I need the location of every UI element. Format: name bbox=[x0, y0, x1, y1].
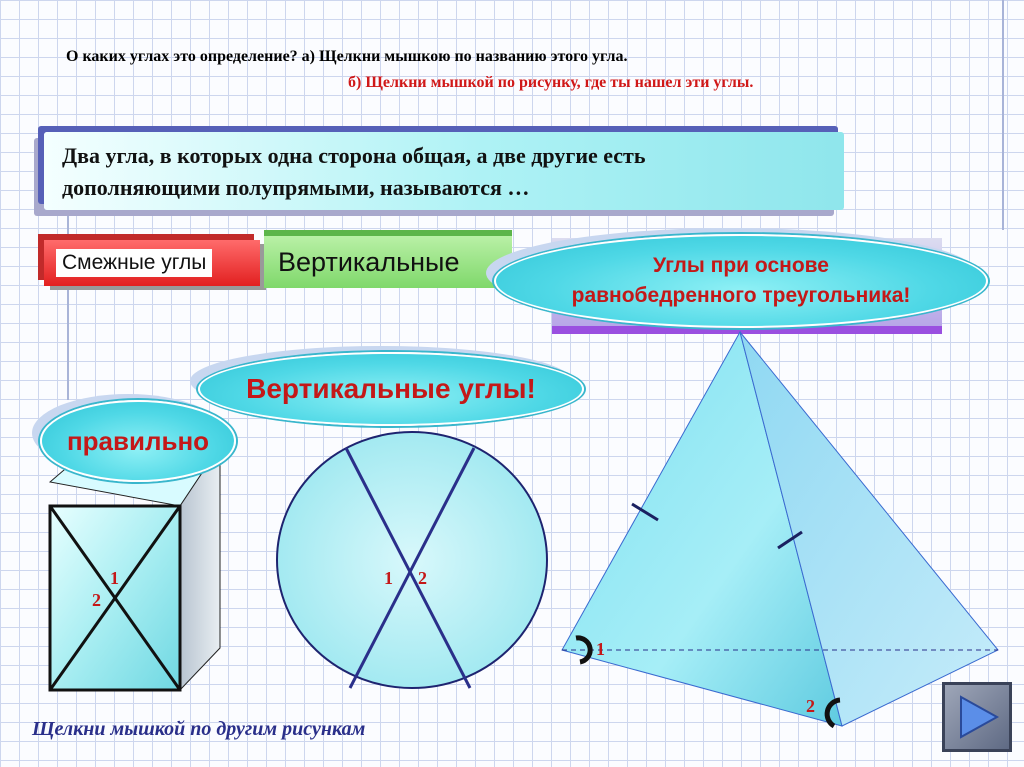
option-adjacent-label: Смежные углы bbox=[56, 249, 212, 277]
play-right-icon bbox=[945, 685, 1009, 749]
instruction-question: О каких углах это определение? а) Щелкни мышкою по названию этого угла. bbox=[66, 48, 628, 65]
prism-label-2: 2 bbox=[92, 590, 101, 610]
pyramid-label-2: 2 bbox=[806, 696, 815, 716]
correct-bubble: правильно bbox=[40, 400, 236, 482]
instruction-task: б) Щелкни мышкой по рисунку, где ты нашел эти углы. bbox=[348, 74, 754, 91]
next-slide-button[interactable] bbox=[942, 682, 1012, 752]
vertical-angles-bubble: Вертикальные углы! bbox=[198, 352, 584, 426]
option-vertical-label: Вертикальные bbox=[278, 246, 460, 277]
prism-label-1: 1 bbox=[110, 568, 119, 588]
definition-line-1: Два угла, в которых одна сторона общая, а две другие есть bbox=[62, 143, 646, 168]
isosceles-bubble-line-2: равнобедренного треугольника! bbox=[571, 284, 911, 307]
circle-figure[interactable] bbox=[277, 432, 547, 688]
isosceles-bubble-line-1: Углы при основе bbox=[653, 254, 829, 277]
prism-figure[interactable] bbox=[50, 446, 220, 690]
pyramid-figure[interactable] bbox=[562, 332, 998, 726]
isosceles-angles-bubble bbox=[494, 234, 988, 328]
circle-label-2: 2 bbox=[418, 568, 427, 588]
footer-hint: Щелкни мышкой по другим рисункам bbox=[32, 718, 366, 740]
circle-label-1: 1 bbox=[384, 568, 393, 588]
definition-line-2: дополняющими полупрямыми, называются … bbox=[62, 175, 530, 200]
pyramid-label-1: 1 bbox=[596, 639, 605, 659]
